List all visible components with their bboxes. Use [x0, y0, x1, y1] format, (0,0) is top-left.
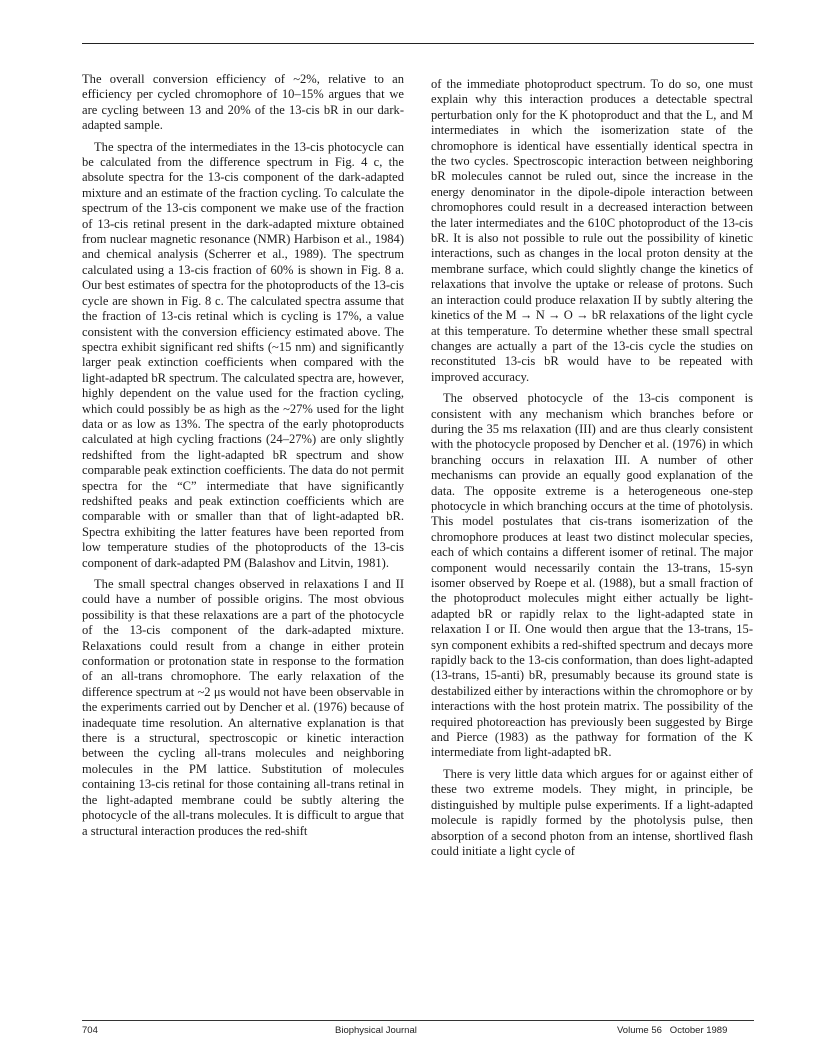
- page-number: 704: [82, 1025, 98, 1036]
- left-column: [82, 72, 404, 839]
- left-paragraph-2: The spectra of the intermediates in the 13-cis photocycle can be calculated from the difference spectrum in Fig. 4 c, the absolute spectra for the 13-cis component of the dark-adapted mixture and an estimate of the fraction cycling. To calculate the spectrum of the 13-cis component we make use of the fraction of 13-cis retinal present in the dark-adapted mixture obtained from nuclear magnetic resonance (NMR) Harbison et al., 1984) and chemical analysis (Scherrer et al., 1989). The spectrum calculated using a 13-cis fraction of 60% is shown in Fig. 8 a. Our best estimates of spectra for the photoproducts of the 13-cis cycle are shown in Fig. 8 c. The calculated spectra assume that the fraction of 13-cis retinal which is cycling is 17%, a value consistent with the conversion efficiency estimated above. The spectra exhibit significant red shifts (~15 nm) and significantly larger peak extinction coefficients when compared with the light-adapted bR spectrum. The calculated spectra are, however, highly dependent on the value used for the fraction cycling, which could possibly be as high as the ~27% used for the light data or as low as 13%. The spectra of the early photoproducts calculated at high cycling fractions (24–27%) are only slightly redshifted from the light-adapted bR spectrum and show comparable peak extinction coefficients. The data do not permit spectra for the “C” intermediate that have significantly redshifted peaks and peak extinction coefficients which are comparable with or smaller than that of light-adapted bR. Spectra exhibiting the latter features have been reported from low temperature studies of the photoproducts of the 13-cis component of dark-adapted PM (Balashov and Litvin, 1981).: [82, 139, 404, 570]
- left-paragraph-1: The overall conversion efficiency of ~2%, relative to an efficiency per cycled chromophore of 10–15% argues that we are cycling between 13 and 20% of the 13-cis bR in our dark-adapted sample.: [82, 72, 404, 133]
- footer-rule: [82, 1020, 754, 1021]
- right-paragraph-3: There is very little data which argues for or against either of these two extreme models. They might, in principle, be distinguished by multiple pulse experiments. If a light-adapted molecule is rapidly formed by the photolysis pulse, then absorption of a second photon from an intense, shortlived flash could initiate a light cycle of: [431, 766, 753, 858]
- left-paragraph-3: The small spectral changes observed in relaxations I and II could have a number of possible origins. The most obvious possibility is that these relaxations are a part of the photocycle of the 13-cis component of the dark-adapted mixture. Relaxations could result from a change in either protein conformation or protonation state in response to the formation of an all-trans chromophore. The early relaxation of the difference spectrum at ~2 μs would not have been observable in the experiments carried out by Dencher et al. (1976) because of inadequate time resolution. An alternative explanation is that there is a structural, spectroscopic or kinetic interaction between the cycling all-trans molecules and neighboring molecules in the PM lattice. Substitution of molecules containing 13-cis retinal for those containing all-trans retinal in the light-adapted membrane could be subtly altering the photocycle of the all-trans molecules. It is difficult to argue that a structural interaction produces the red-shift: [82, 577, 404, 838]
- right-paragraph-1: of the immediate photoproduct spectrum. To do so, one must explain why this interaction produces a detectable spectral perturbation only for the K photoproduct and that the L, and M intermediates in which the isomerization state of the chromophore is identical have essentially identical spectra in the two cycles. Spectroscopic interaction between neighboring bR molecules cannot be ruled out, since the increase in the energy denominator in the dipole-dipole interaction between chromophores could result in a decreased interaction between the later intermediates and the 610C photoproduct of the 13-cis bR. It is also not possible to rule out the possibility of kinetic interactions, such as changes in the local proton density at the membrane surface, which could slightly change the kinetics of relaxations that involve the uptake or release of protons. Such an interaction could produce relaxation II by subtly altering the kinetics of the M → N → O → bR relaxations of the light cycle at this temperature. To determine whether these small spectral changes are actually a part of the 13-cis cycle the studies on reconstituted 13-cis bR would have to be repeated with improved accuracy.: [431, 77, 753, 384]
- journal-name: Biophysical Journal: [335, 1025, 417, 1036]
- volume-date: Volume 56 October 1989: [617, 1025, 728, 1036]
- right-column: [431, 77, 753, 859]
- top-rule: [82, 43, 754, 44]
- right-paragraph-2: The observed photocycle of the 13-cis component is consistent with any mechanism which branches before or during the 35 ms relaxation (III) and are thus clearly consistent with the photocycle proposed by Dencher et al. (1976) in which branching occurs in relaxation III. A number of other mechanisms can provide an equally good explanation of the data. The opposite extreme is a heterogeneous one-step photocycle in which branching occurs at the time of photolysis. This model postulates that cis-trans isomerization of the chromophore produces at least two distinct molecular species, each of which contains a different isomer of retinal. The major component would necessarily contain the 13-trans, 15-syn isomer observed by Roepe et al. (1988), but a small fraction of the photoproduct molecules might either actually be light-adapted bR or rapidly relax to the light-adapted state in relaxation I or II. One would then argue that the 13-trans, 15-syn component exhibits a red-shifted spectrum and decays more rapidly back to the 13-cis conformation, than does light-adapted (13-trans, 15-anti) bR, presumably because its ground state is destabilized either by interactions within the chromophore or by interactions with the host protein matrix. The possibility of the required photoreaction has previously been suggested by Birge and Pierce (1983) as the pathway for formation of the K intermediate from light-adapted bR.: [431, 391, 753, 760]
